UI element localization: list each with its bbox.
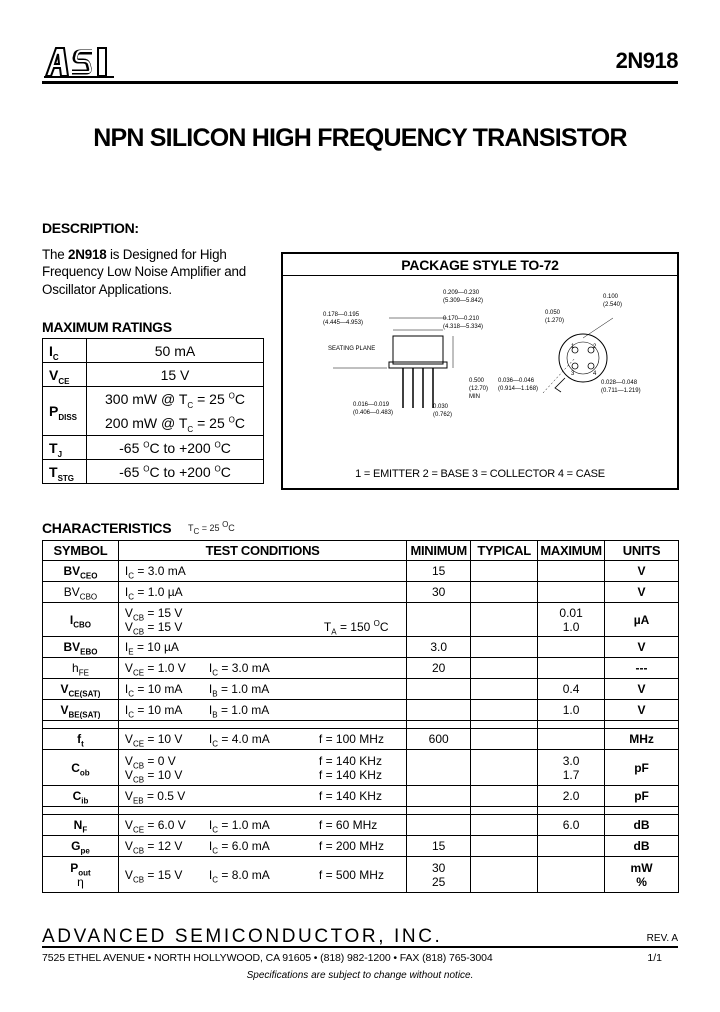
characteristics-condition: $T_C = 25$ $^O$C — [188, 520, 235, 536]
dim-label: (5.309—5.842) — [443, 298, 484, 304]
dim-label: (4.318—5.334) — [443, 324, 484, 330]
dim-label: 0.050 — [545, 310, 561, 316]
company-name: ADVANCED SEMICONDUCTOR, INC. — [42, 926, 443, 947]
revision: REV. A — [646, 933, 678, 944]
package-box — [281, 252, 679, 490]
table-row: $V_{BE(SAT)}$ $I_C = 10$ mA $I_B = 1.0$ mA 1.0 V — [43, 700, 679, 721]
col-maximum: MAXIMUM — [538, 541, 605, 561]
header-divider — [42, 81, 678, 84]
dim-label: 0.100 — [603, 294, 619, 300]
col-minimum: MINIMUM — [407, 541, 471, 561]
dim-label: 0.209—0.230 — [443, 290, 480, 296]
rating-row-tstg: $T_{STG}$ -65 $^O$C to +200 $^O$C — [43, 460, 264, 484]
table-spacer — [43, 721, 679, 729]
table-row: $P_{out}$ η $V_{CB} = 15$ V $I_C = 8.0$ mA f = 500 MHz 30 25 mW % — [43, 857, 679, 893]
table-row: $h_{FE}$ $V_{CE} = 1.0$ V $I_C = 3.0$ mA 20 --- — [43, 658, 679, 679]
rating-row-pdiss: $P_{DISS}$ 300 mW @ $T_C = 25$ $^O$C 200 mW @ $T_C = 25$ $^O$C — [43, 387, 264, 436]
spec-notice: Specifications are subject to change without notice. — [246, 970, 474, 981]
table-row: $V_{CE(SAT)}$ $I_C = 10$ mA $I_B = 1.0$ mA 0.4 V — [43, 679, 679, 700]
table-spacer — [43, 807, 679, 815]
page-title: NPN SILICON HIGH FREQUENCY TRANSISTOR — [93, 124, 627, 152]
pin-number: 4 — [593, 371, 597, 377]
rating-row-vce: $V_{CE}$ 15 V — [43, 363, 264, 387]
table-row: $I_{CBO}$ $V_{CB} = 15$ V $V_{CB} = 15$ V $T_A = 150$ $^O$C 0.01 1.0 µA — [43, 603, 679, 637]
table-row: $G_{pe}$ $V_{CB} = 12$ V $I_C = 6.0$ mA f = 200 MHz 15 dB — [43, 836, 679, 857]
dim-label: (0.914—1.168) — [498, 386, 539, 392]
rating-row-tj: $T_J$ -65 $^O$C to +200 $^O$C — [43, 436, 264, 460]
col-symbol: SYMBOL — [43, 541, 119, 561]
table-row: $N_F$ $V_{CE} = 6.0$ V $I_C = 1.0$ mA f = 60 MHz 6.0 dB — [43, 815, 679, 836]
dim-label: 0.030 — [433, 404, 449, 410]
package-outline-drawing — [283, 278, 677, 462]
page-number: 1/1 — [647, 952, 662, 964]
dim-label: MIN — [469, 394, 480, 400]
dim-label: 0.036—0.046 — [498, 378, 535, 384]
table-row: $f_t$ $V_{CE} = 10$ V $I_C = 4.0$ mA f = 100 MHz 600 MHz — [43, 729, 679, 750]
dim-label: (0.711—1.219) — [601, 388, 641, 394]
table-row: $BV_{EBO}$ $I_E = 10$ µA 3.0 V — [43, 637, 679, 658]
pin-number: 2 — [593, 344, 597, 350]
company-address: 7525 ETHEL AVENUE • NORTH HOLLYWOOD, CA 91605 • (818) 982-1200 • FAX (818) 765-3004 — [42, 952, 493, 964]
package-title: PACKAGE STYLE TO-72 — [283, 254, 677, 276]
rating-row-ic: $I_C$ 50 mA — [43, 339, 264, 363]
max-ratings-heading: MAXIMUM RATINGS — [42, 319, 172, 335]
characteristics-table — [42, 540, 679, 893]
footer-divider — [42, 946, 678, 948]
dim-label: (2.540) — [603, 302, 623, 308]
dim-label: 0.178—0.195 — [323, 312, 360, 318]
table-row: $C_{ob}$ $V_{CB} = 0$ V f = 140 KHz $V_{CB} = 10$ V f = 140 KHz 3.0 1.7 pF — [43, 750, 679, 786]
dim-label: (12.70) — [469, 386, 489, 392]
col-typical: TYPICAL — [471, 541, 538, 561]
dim-label: 0.170—0.210 — [443, 316, 480, 322]
col-test-conditions: TEST CONDITIONS — [118, 541, 406, 561]
pin-number: 3 — [571, 371, 575, 377]
dim-label: 0.028—0.048 — [601, 380, 638, 386]
max-ratings-table — [42, 338, 264, 484]
dim-label: 0.016—0.019 — [353, 402, 390, 408]
pin-legend: 1 = EMITTER 2 = BASE 3 = COLLECTOR 4 = CASE — [355, 468, 605, 480]
table-row: $BV_{CBO}$ $I_C = 1.0$ µA 30 V — [43, 582, 679, 603]
description-text: The 2N918 is Designed for High Frequency Low Noise Amplifier and Oscillator Applications. — [42, 247, 247, 297]
table-header-row — [43, 541, 679, 561]
dim-label: 0.500 — [469, 378, 485, 384]
dim-label: (0.406—0.483) — [353, 410, 394, 416]
characteristics-heading: CHARACTERISTICS — [42, 520, 172, 536]
table-row: $BV_{CEO}$ $I_C = 3.0$ mA 15 V — [43, 561, 679, 582]
dim-label: (4.445—4.953) — [323, 320, 364, 326]
table-row: $C_{ib}$ $V_{EB} = 0.5$ V f = 140 KHz 2.0 pF — [43, 786, 679, 807]
col-units: UNITS — [605, 541, 679, 561]
dim-label: (0.762) — [433, 412, 453, 418]
seating-plane-label: SEATING PLANE — [328, 346, 376, 352]
asi-logo — [42, 44, 116, 78]
description-heading: DESCRIPTION: — [42, 220, 139, 236]
part-number: 2N918 — [615, 48, 678, 73]
dim-label: (1.270) — [545, 318, 565, 324]
pin-number: 1 — [571, 344, 575, 350]
